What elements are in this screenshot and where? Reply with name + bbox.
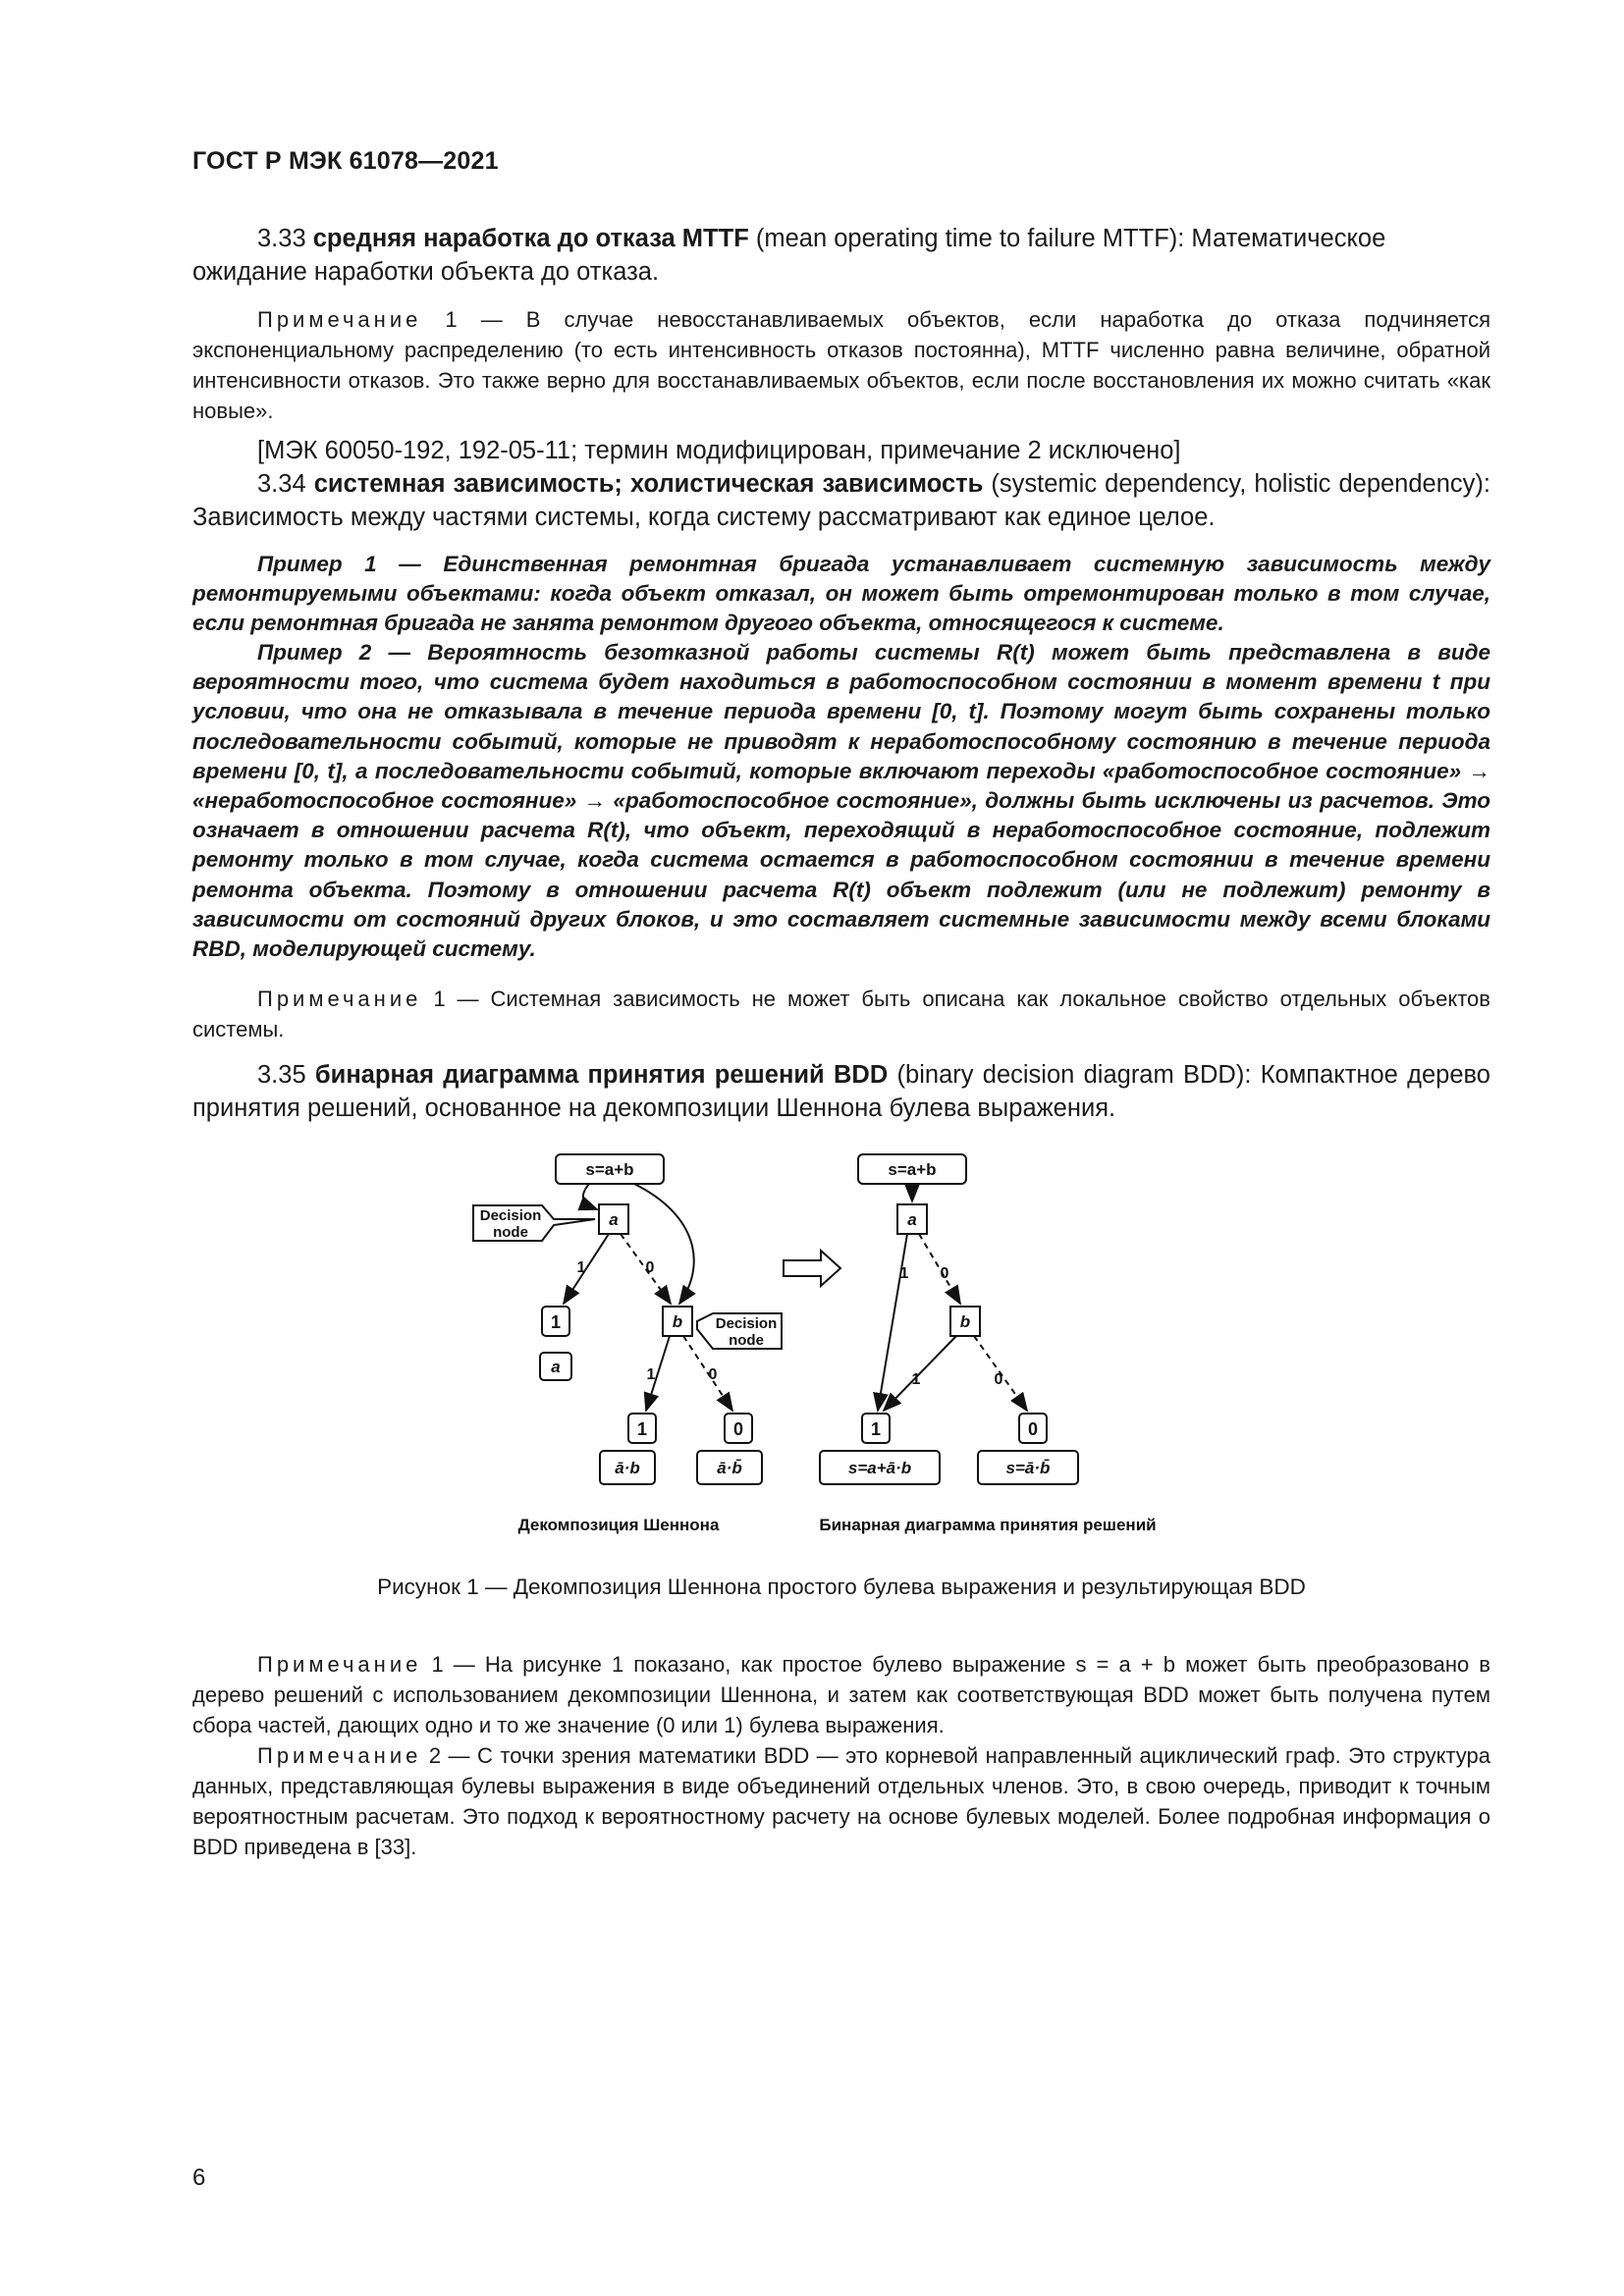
callout-b-text [716, 1315, 778, 1349]
term-definition: (mean operating time to failure MTTF): Математическое ожидание наработки объекта до отказа. [192, 225, 1386, 286]
callout-line: node [493, 1224, 528, 1241]
term-3-34 [192, 467, 1490, 534]
page-number: 6 [192, 2164, 206, 2191]
right-a-1-edge [878, 1234, 907, 1411]
left-a-1-edge [564, 1234, 609, 1304]
note-3-34 [192, 984, 1490, 1044]
term-definition: (systemic dependency, holistic dependency): Зависимость между частями системы, когда систему рассматривают как единое целое. [192, 470, 1490, 531]
bdd-figure [471, 1147, 1198, 1539]
right-root-label: s=a+b [888, 1160, 937, 1179]
right-expr-0-label: s=ā·b̄ [1005, 1459, 1051, 1477]
callout-line: node [729, 1332, 764, 1349]
left-b-edge0-label: 0 [708, 1366, 718, 1383]
right-leaf-0-label: 0 [1027, 1419, 1039, 1439]
label-shannon: Декомпозиция Шеннона [517, 1516, 720, 1534]
note-text: 2 — С точки зрения математики BDD — это корневой направленный ациклический граф. Это структура данных, представляющая булевы выражения в виде объединений отдельных членов. Это, в свою очередь, приводит к точным вероятностным расчетам. Это подход к вероятностному расчету на основе булевых моделей. Более подробная информация о BDD приведена в [33]. [192, 1743, 1490, 1859]
transform-arrow-icon [784, 1251, 840, 1286]
left-leaf-1-label: 1 [550, 1312, 562, 1332]
term-title: средняя наработка до отказа MTTF [312, 225, 749, 252]
term-3-35 [192, 1058, 1490, 1125]
callout-a-text [480, 1207, 542, 1241]
right-a-edge0-label: 0 [940, 1265, 949, 1282]
note-label: Примечание [257, 1743, 422, 1768]
note-label: Примечание [257, 307, 422, 332]
right-leaf-1-label: 1 [870, 1419, 882, 1439]
note-3-33 [192, 304, 1490, 426]
left-a-edge0-label: 0 [645, 1259, 655, 1276]
left-expr-b1-label: ā·b [615, 1459, 640, 1477]
figure-caption: Рисунок 1 — Декомпозиция Шеннона простого булева выражения и результирующая BDD [377, 1575, 1306, 1599]
note-figure-2 [192, 1740, 1490, 1862]
right-node-b-label: b [959, 1312, 971, 1331]
term-number: 3.33 [257, 225, 306, 252]
left-root-to-a-arrow [583, 1184, 597, 1209]
left-leaf-b1-label: 1 [636, 1419, 648, 1439]
right-expr-1-label: s=a+ā·b [847, 1459, 912, 1477]
callout-line: Decision [715, 1315, 778, 1332]
term-definition: (binary decision diagram BDD): Компактное дерево принятия решений, основанное на декомпозиции Шеннона булева выражения. [192, 1061, 1490, 1122]
note-label: Примечание [257, 987, 422, 1011]
label-bdd: Бинарная диаграмма принятия решений [819, 1516, 1157, 1534]
left-b-edge1-label: 1 [646, 1366, 656, 1383]
left-root-label: s=a+b [585, 1160, 634, 1179]
left-leaf-a-expr-label: a [551, 1358, 561, 1376]
right-b-edge1-label: 1 [911, 1371, 921, 1388]
term-number: 3.34 [257, 470, 306, 498]
left-root-to-b-arrow [634, 1184, 694, 1304]
document-header: ГОСТ Р МЭК 61078—2021 [192, 147, 499, 175]
term-title: системная зависимость; холистическая зависимость [313, 470, 984, 498]
left-node-a-label: a [609, 1210, 619, 1229]
term-title: бинарная диаграмма принятия решений BDD [314, 1061, 889, 1089]
term-number: 3.35 [257, 1061, 306, 1089]
left-expr-b0-label: ā·b̄ [717, 1459, 742, 1477]
left-a-edge1-label: 1 [576, 1259, 586, 1276]
example-2: Пример 2 — Вероятность безотказной работы системы R(t) может быть представлена в виде вероятности того, что система будет находиться в работоспособном состоянии в момент времени t при условии, что она не отказывала в течение периода времени [0, t]. Поэтому могут быть сохранены только последовательности событий, которые не приводят к неработоспособному состоянию в течение периода времени [0, t], а последовательности событий, которые включают переходы «работоспособное состояние» → «неработоспособное состояние» → «работоспособное состояние», должны быть исключены из расчетов. Это означает в отношении расчета R(t), что объект, переходящий в неработоспособное состояние, подлежит ремонту только в том случае, когда система остается в работоспособном состоянии в течение времени ремонта объекта. Поэтому в отношении расчета R(t) объект подлежит (или не подлежит) ремонту в зависимости от состояний других блоков, и это составляет системные зависимости между всеми блоками RBD, моделирующей систему. [192, 640, 1490, 962]
left-node-b-label: b [672, 1312, 683, 1331]
left-leaf-b0-label: 0 [732, 1419, 744, 1439]
source-reference: [МЭК 60050-192, 192-05-11; термин модифицирован, примечание 2 исключено] [257, 437, 1181, 464]
note-text: 1 — Системная зависимость не может быть описана как локальное свойство отдельных объектов системы. [192, 987, 1490, 1041]
note-label: Примечание [257, 1652, 422, 1677]
callout-line: Decision [479, 1207, 542, 1224]
right-b-edge0-label: 0 [994, 1371, 1003, 1388]
note-text: 1 — В случае невосстанавливаемых объектов, если наработка до отказа подчиняется экспоненциальному распределению (то есть интенсивность отказов постоянна), MTTF численно равна величине, обратной интенсивности отказов. Это также верно для восстанавливаемых объектов, если после восстановления их можно считать «как новые». [192, 307, 1490, 423]
note-figure-1 [192, 1649, 1490, 1740]
right-node-a-label: a [907, 1210, 917, 1229]
term-3-33 [192, 222, 1490, 289]
example-1: Пример 1 — Единственная ремонтная бригада устанавливает системную зависимость между ремонтируемыми объектами: когда объект отказал, он может быть отремонтирован только в том случае, если ремонтная бригада не занята ремонтом другого объекта, относящегося к системе. [192, 552, 1490, 636]
right-a-edge1-label: 1 [899, 1265, 909, 1282]
note-text: 1 — На рисунке 1 показано, как простое булево выражение s = a + b может быть преобразовано в дерево решений с использованием декомпозиции Шеннона, и затем как соответствующая BDD может быть получена путем сбора частей, дающих одно и то же значение (0 или 1) булева выражения. [192, 1652, 1490, 1737]
